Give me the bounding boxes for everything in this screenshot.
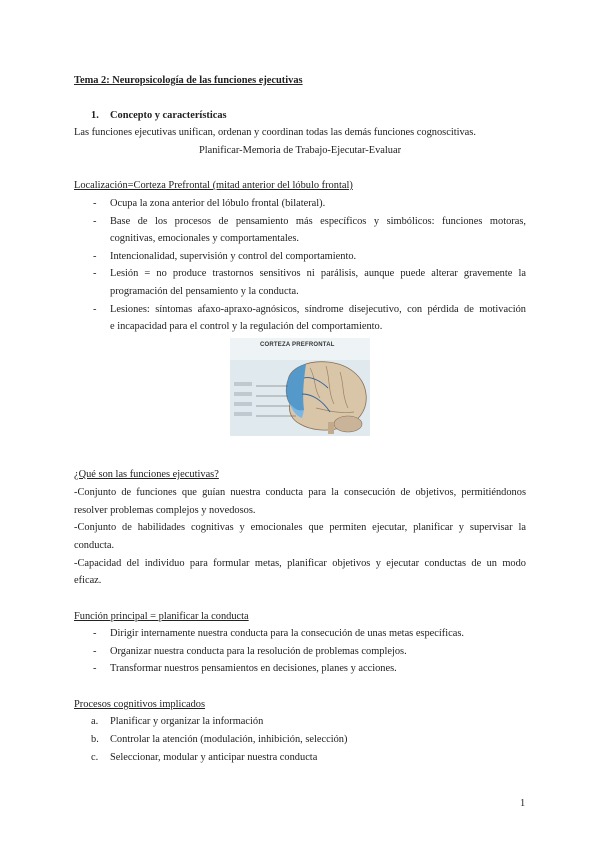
list-dash: - (93, 304, 97, 315)
brain-illustration (230, 338, 370, 436)
localizacion-heading: Localización=Corteza Prefrontal (mitad anterior del lóbulo frontal) (74, 180, 353, 191)
list-dash: - (93, 198, 97, 209)
list-text: Transformar nuestros pensamientos en decisiones, planes y acciones. (110, 663, 397, 674)
list-text: Ocupa la zona anterior del lóbulo frontal (bilateral). (110, 198, 326, 209)
list-text: Intencionalidad, supervisión y control del comportamiento. (110, 251, 357, 262)
list-dash: - (93, 663, 97, 674)
scheme-line: Planificar-Memoria de Trabajo-Ejecutar-Evaluar (198, 145, 402, 156)
list-text: Planificar y organizar la información (110, 716, 264, 727)
paragraph-cont: eficaz. (74, 575, 102, 586)
brain-figure (230, 338, 370, 436)
intro-paragraph: Las funciones ejecutivas unifican, ordenan y coordinan todas las demás funciones cognoscitivas. (74, 127, 476, 138)
list-text: Lesión = no produce trastornos sensitivos ni parálisis, aunque puede alterar gravemente la (110, 268, 526, 279)
paragraph: -Conjunto de habilidades cognitivas y emocionales que permiten ejecutar, planificar y supervisar la (74, 522, 526, 533)
list-text: Organizar nuestra conducta para la resolución de problemas complejos. (110, 646, 407, 657)
list-text: Dirigir internamente nuestra conducta para la consecución de unas metas específicas. (110, 628, 464, 639)
list-marker: b. (91, 734, 99, 745)
que-son-heading: ¿Qué son las funciones ejecutivas? (74, 469, 219, 480)
figure-label: CORTEZA PREFRONTAL (260, 342, 335, 348)
list-text-cont: e incapacidad para el control y la regulación del comportamiento. (110, 321, 383, 332)
list-dash: - (93, 628, 97, 639)
list-text: Lesiones: síntomas afaxo-apraxo-agnósicos, síndrome disejecutivo, con pérdida de motivación (110, 304, 526, 315)
list-dash: - (93, 646, 97, 657)
paragraph-cont: resolver problemas complejos y novedosos. (74, 505, 256, 516)
list-dash: - (93, 216, 97, 227)
page-title: Tema 2: Neuropsicología de las funciones ejecutivas (74, 75, 303, 86)
paragraph: -Conjunto de funciones que guían nuestra conducta para la consecución de objetivos, permitiéndonos (74, 487, 526, 498)
procesos-heading: Procesos cognitivos implicados (74, 699, 206, 710)
section-number: 1. (91, 110, 99, 121)
paragraph-cont: conducta. (74, 540, 115, 551)
list-text: Controlar la atención (modulación, inhibición, selección) (110, 734, 348, 745)
page-number: 1 (520, 798, 526, 809)
funcion-principal-heading: Función principal = planificar la conducta (74, 611, 249, 622)
list-marker: c. (91, 752, 99, 763)
list-text-cont: programación del pensamiento y la conducta. (110, 286, 299, 297)
list-text: Base de los procesos de pensamiento más específicos y simbólicos: funciones motoras, (110, 216, 526, 227)
list-text: Seleccionar, modular y anticipar nuestra conducta (110, 752, 318, 763)
section-heading: Concepto y características (110, 110, 227, 121)
list-dash: - (93, 251, 97, 262)
paragraph: -Capacidad del individuo para formular metas, planificar objetivos y ejecutar conductas de un modo (74, 558, 526, 569)
list-text-cont: cognitivas, emocionales y comportamentales. (110, 233, 299, 244)
list-marker: a. (91, 716, 99, 727)
list-dash: - (93, 268, 97, 279)
